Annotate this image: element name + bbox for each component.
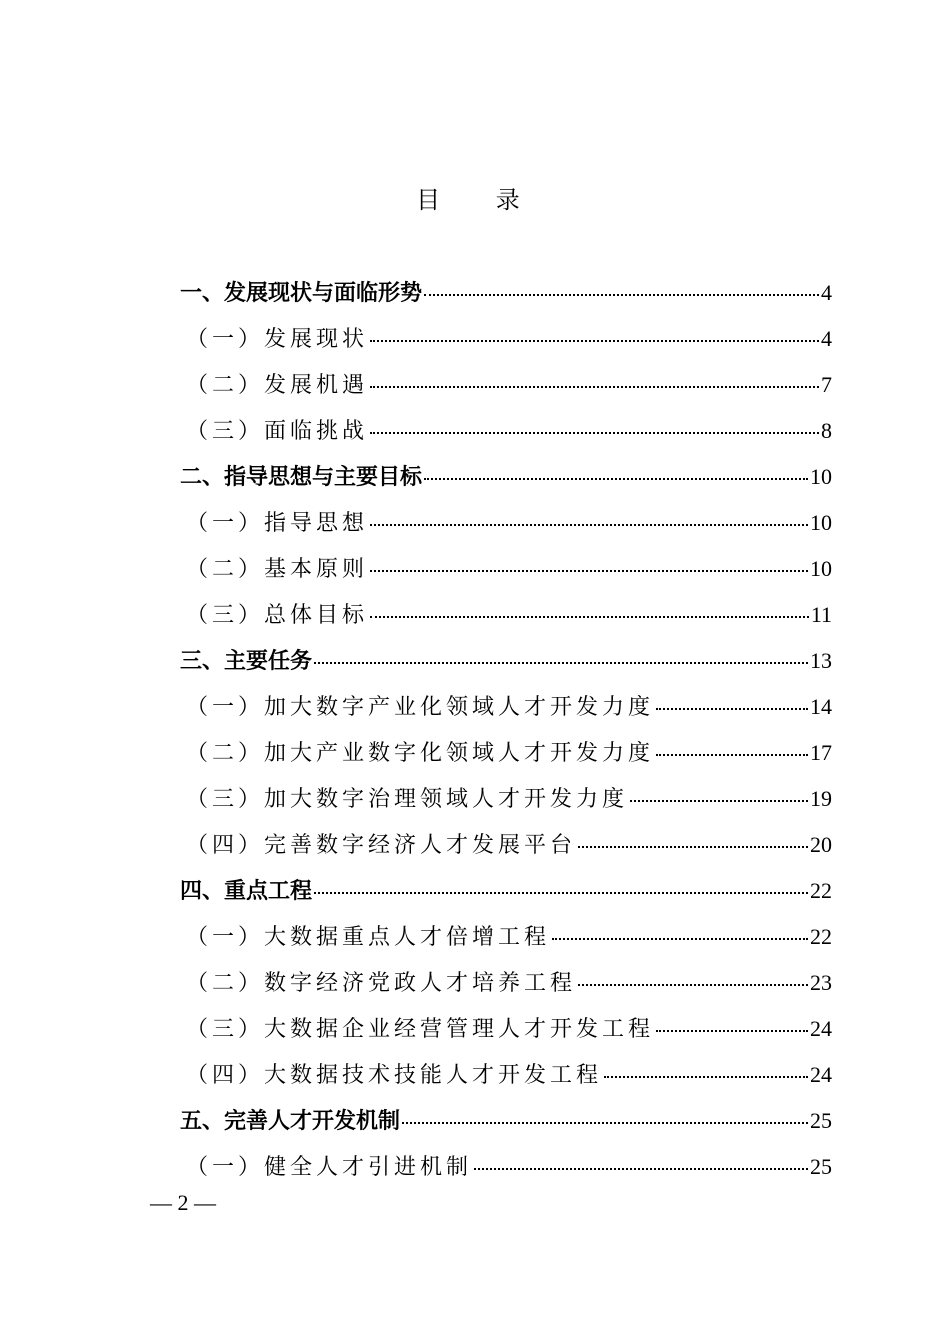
toc-entry[interactable] (180, 1011, 832, 1057)
toc-entry-label: （一）发展现状 (186, 327, 369, 352)
toc-entry[interactable] (180, 275, 832, 321)
toc-entry-label: （四）完善数字经济人才发展平台 (186, 833, 577, 858)
toc-entry[interactable] (180, 413, 832, 459)
toc-leader-dots (474, 1168, 808, 1170)
toc-entry[interactable] (180, 551, 832, 597)
toc-entry-label: 二、指导思想与主要目标 (180, 465, 423, 490)
toc-entry-page: 20 (810, 832, 832, 857)
toc-title: 目 录 (416, 186, 544, 214)
toc-entry-page: 11 (810, 602, 832, 627)
toc-entry[interactable] (180, 1057, 832, 1103)
toc-entry[interactable] (180, 965, 832, 1011)
toc-entry[interactable] (180, 1103, 832, 1149)
toc-leader-dots (424, 294, 819, 296)
toc-leader-dots (370, 386, 819, 388)
toc-entry-page: 4 (821, 280, 832, 305)
toc-entry[interactable] (180, 505, 832, 551)
toc-entry-page: 24 (810, 1062, 832, 1087)
toc-leader-dots (604, 1076, 808, 1078)
toc-entry[interactable] (180, 919, 832, 965)
toc-leader-dots (424, 478, 808, 480)
toc-entry-label: （二）数字经济党政人才培养工程 (186, 971, 577, 996)
toc-entry[interactable] (180, 735, 832, 781)
toc-entry-page: 24 (810, 1016, 832, 1041)
toc-entry-page: 4 (821, 326, 832, 351)
toc-entry-label: （一）大数据重点人才倍增工程 (186, 925, 551, 950)
toc-entry[interactable] (180, 367, 832, 413)
toc-entry-page: 7 (821, 372, 832, 397)
toc-leader-dots (656, 754, 808, 756)
toc-entry-page: 17 (810, 740, 832, 765)
toc-entry-label: （三）大数据企业经营管理人才开发工程 (186, 1017, 655, 1042)
toc-entry-label: （二）发展机遇 (186, 373, 369, 398)
toc-entry-label: （三）总体目标 (186, 603, 369, 628)
toc-entry-label: （三）加大数字治理领域人才开发力度 (186, 787, 629, 812)
toc-entry-page: 13 (810, 648, 832, 673)
toc-entry-label: （四）大数据技术技能人才开发工程 (186, 1063, 603, 1088)
toc-entry-page: 10 (810, 556, 832, 581)
toc-entry-label: （一）指导思想 (186, 511, 369, 536)
toc-entry-page: 23 (810, 970, 832, 995)
toc-leader-dots (370, 340, 819, 342)
toc-leader-dots (552, 938, 808, 940)
toc-entry-page: 10 (810, 510, 832, 535)
toc-entry[interactable] (180, 1149, 832, 1195)
toc-leader-dots (402, 1122, 808, 1124)
table-of-contents (180, 275, 832, 1195)
toc-entry-page: 22 (810, 878, 832, 903)
toc-leader-dots (370, 570, 808, 572)
toc-entry-page: 19 (810, 786, 832, 811)
toc-leader-dots (630, 800, 808, 802)
toc-entry-label: （二）基本原则 (186, 557, 369, 582)
toc-entry-page: 10 (810, 464, 832, 489)
toc-entry-page: 14 (810, 694, 832, 719)
toc-leader-dots (370, 616, 809, 618)
toc-entry[interactable] (180, 827, 832, 873)
toc-entry-label: （三）面临挑战 (186, 419, 369, 444)
toc-entry[interactable] (180, 781, 832, 827)
toc-entry-label: 五、完善人才开发机制 (180, 1109, 401, 1134)
page-number-footer: — 2 — (150, 1190, 216, 1215)
toc-leader-dots (370, 432, 819, 434)
toc-entry-label: （一）健全人才引进机制 (186, 1155, 473, 1180)
toc-entry[interactable] (180, 321, 832, 367)
toc-entry[interactable] (180, 597, 832, 643)
toc-leader-dots (370, 524, 808, 526)
toc-entry-page: 25 (810, 1108, 832, 1133)
toc-entry-label: 一、发展现状与面临形势 (180, 281, 423, 306)
toc-leader-dots (578, 984, 808, 986)
toc-entry-label: （二）加大产业数字化领域人才开发力度 (186, 741, 655, 766)
toc-entry[interactable] (180, 689, 832, 735)
toc-leader-dots (656, 708, 808, 710)
toc-entry-page: 8 (821, 418, 832, 443)
toc-entry-label: （一）加大数字产业化领域人才开发力度 (186, 695, 655, 720)
toc-entry[interactable] (180, 643, 832, 689)
toc-entry-page: 22 (810, 924, 832, 949)
toc-leader-dots (656, 1030, 808, 1032)
toc-leader-dots (314, 662, 808, 664)
toc-leader-dots (578, 846, 808, 848)
toc-entry-page: 25 (810, 1154, 832, 1179)
toc-entry-label: 四、重点工程 (180, 879, 313, 904)
toc-entry[interactable] (180, 873, 832, 919)
toc-entry-label: 三、主要任务 (180, 649, 313, 674)
toc-entry[interactable] (180, 459, 832, 505)
toc-leader-dots (314, 892, 808, 894)
